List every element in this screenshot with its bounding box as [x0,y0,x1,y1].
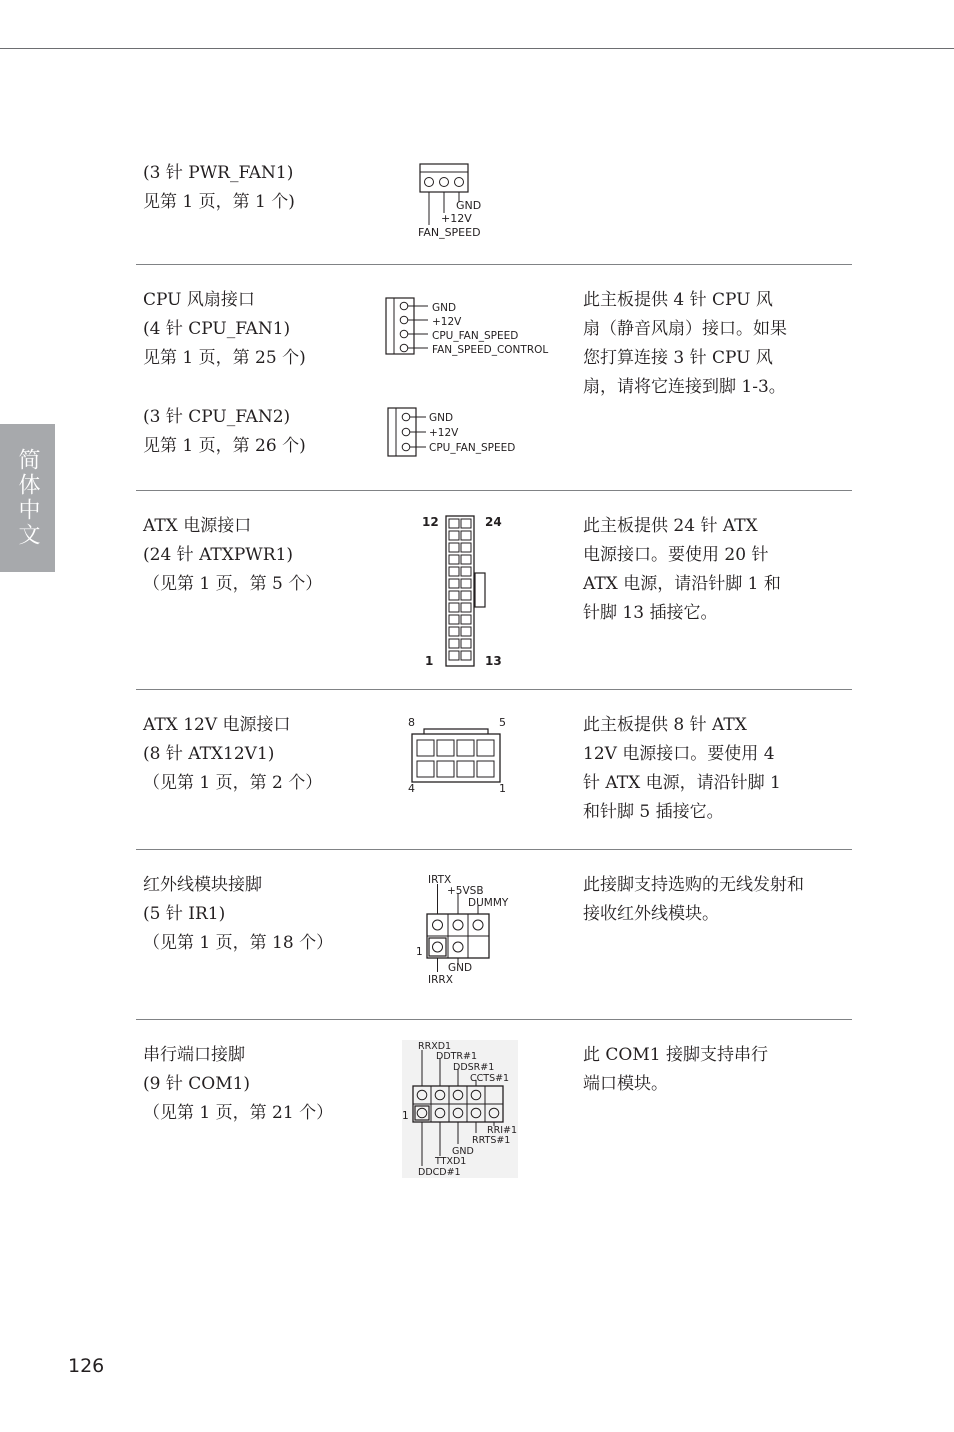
com-pin-rrxd1: RRXD1 [418,1041,452,1052]
atx-24pin-cell [449,555,459,564]
cpu-fan-title: CPU 风扇接口 [143,290,255,310]
atx12v-pin-label-5: 5 [499,716,506,729]
atx-power-desc-line-4: 针脚 13 插接它。 [583,603,718,623]
pwr-fan-pin-12v: +12V [441,212,472,225]
atx12v-8pin-cell [457,761,474,777]
cpu-fan-desc-line-4: 扇，请将它连接到脚 1-3。 [583,377,786,397]
atx12v-label [143,711,322,798]
cpu-fan1-pin-gnd: GND [432,302,457,314]
ir-pin-1-marker: 1 [416,946,423,958]
section-divider [136,490,852,491]
atx12v-8pin-cell [437,761,454,777]
atx12v-pin-label-8: 8 [408,716,415,729]
cpu-fan1-pin-control: FAN_SPEED_CONTROL [432,344,549,356]
pwr-fan-line-2: 见第 1 页，第 1 个) [143,192,295,212]
ir-pin-diagram [410,872,520,990]
atx-24pin-cell [449,579,459,588]
atx-24pin-cell [449,627,459,636]
com-pin-rrts1: RRTS#1 [472,1135,511,1146]
atx-24pin-cell [461,639,471,648]
atx-24pin-cell [461,627,471,636]
atx12v-8pin-cells [417,740,494,777]
atx12v-line-3: （见第 1 页，第 2 个） [143,773,323,793]
cpu-fan2-label [143,403,306,461]
section-divider [136,264,852,265]
atx-power-line-3: （见第 1 页，第 5 个） [143,574,323,594]
com-line-3: （见第 1 页，第 21 个） [143,1103,334,1123]
atx12v-8pin-diagram [400,712,518,798]
com-desc-line-2: 端口模块。 [583,1074,668,1094]
atx-24pin-cell [461,579,471,588]
atx-24pin-cell [461,555,471,564]
atx12v-8pin-cell [457,740,474,756]
ir-description [583,871,804,929]
cpu-fan2-pin-speed: CPU_FAN_SPEED [429,442,516,454]
atx-24pin-cell [461,543,471,552]
atx-pin-label-24: 24 [485,515,502,529]
com-pin-ddtr1: DDTR#1 [436,1051,478,1062]
top-rule [0,48,954,49]
side-tab-label: 简体中文 [15,448,40,548]
cpu-fan2-pin-12v: +12V [429,427,459,439]
cpu-fan2-line-1: (3 针 CPU_FAN2) [143,407,291,427]
atx12v-8pin-cell [477,740,494,756]
cpu-fan1-line-1: (4 针 CPU_FAN1) [143,319,291,339]
cpu-fan-desc-line-3: 您打算连接 3 针 CPU 风 [583,348,773,368]
com-pin-gnd: GND [452,1146,474,1157]
atx-24pin-cell [461,567,471,576]
atx-power-description [583,512,781,628]
com-label [143,1041,333,1128]
atx-24pin-cell [449,543,459,552]
com-pin-ttxd1: TTXD1 [435,1156,467,1167]
atx-power-line-2: (24 针 ATXPWR1) [143,545,294,565]
cpu-fan2-pin-diagram [382,404,532,460]
atx12v-desc-line-1: 此主板提供 8 针 ATX [583,715,747,735]
ir-line-3: （见第 1 页，第 18 个） [143,933,334,953]
com-line-2: (9 针 COM1) [143,1074,251,1094]
com-pin-diagram [402,1040,518,1178]
atx-24pin-cell [461,519,471,528]
pwr-fan-pin-gnd: GND [456,199,482,212]
ir-pin-dummy: DUMMY [468,897,509,909]
atx-pin-label-13: 13 [485,654,502,668]
atx-24pin-cell [449,639,459,648]
atx12v-pin-label-4: 4 [408,782,415,795]
cpu-fan2-line-2: 见第 1 页，第 26 个) [143,436,306,456]
atx-power-desc-line-1: 此主板提供 24 针 ATX [583,516,758,536]
atx-pin-label-1: 1 [425,654,434,668]
com-line-1: 串行端口接脚 [143,1045,245,1065]
atx-24pin-cell [461,603,471,612]
language-side-tab [0,424,55,572]
atx-24pin-diagram [415,508,515,674]
ir-pin-irrx: IRRX [428,974,453,986]
atx-24pin-cell [449,519,459,528]
atx12v-8pin-cell [437,740,454,756]
atx12v-desc-line-4: 和针脚 5 插接它。 [583,802,724,822]
atx-power-desc-line-3: ATX 电源，请沿针脚 1 和 [583,574,781,594]
section-divider [136,849,852,850]
pwr-fan-pin-diagram [412,160,512,244]
com-pin-ddsr1: DDSR#1 [453,1062,495,1073]
atx-24pin-cell [461,651,471,660]
ir-line-2: (5 针 IR1) [143,904,226,924]
ir-pin-irtx: IRTX [428,874,452,886]
section-divider [136,1019,852,1020]
pwr-fan-pin-speed: FAN_SPEED [418,226,481,239]
atx-24pin-cell [461,531,471,540]
cpu-fan-desc-line-1: 此主板提供 4 针 CPU 风 [583,290,773,310]
cpu-fan2-pin-gnd: GND [429,412,454,424]
atx-24pin-cell [449,591,459,600]
ir-desc-line-2: 接收红外线模块。 [583,904,719,924]
page-number: 126 [68,1355,105,1377]
atx12v-8pin-cell [417,761,434,777]
cpu-fan1-line-2: 见第 1 页，第 25 个) [143,348,306,368]
atx-power-line-1: ATX 电源接口 [143,516,252,536]
atx12v-line-1: ATX 12V 电源接口 [143,715,291,735]
atx-24pin-cell [449,531,459,540]
com-pin-rri1: RRI#1 [487,1125,518,1136]
atx-24pin-cell [449,567,459,576]
cpu-fan1-pin-12v: +12V [432,316,462,328]
atx12v-pin-label-1: 1 [499,782,506,795]
atx12v-line-2: (8 针 ATX12V1) [143,744,275,764]
com-description [583,1041,768,1099]
atx12v-desc-line-2: 12V 电源接口。要使用 4 [583,744,775,764]
pwr-fan-label [143,159,295,217]
ir-desc-line-1: 此接脚支持选购的无线发射和 [583,875,804,895]
atx12v-description [583,711,781,827]
atx-24pin-cell [461,615,471,624]
atx-24pin-cell [461,591,471,600]
pwr-fan-line-1: (3 针 PWR_FAN1) [143,163,294,183]
com-pin-ddcd1: DDCD#1 [418,1167,461,1178]
com-desc-line-1: 此 COM1 接脚支持串行 [583,1045,768,1065]
atx-power-label [143,512,322,599]
atx12v-desc-line-3: 针 ATX 电源，请沿针脚 1 [583,773,781,793]
cpu-fan-desc-line-2: 扇（静音风扇）接口。如果 [583,319,787,339]
atx12v-8pin-cell [477,761,494,777]
ir-pin-gnd: GND [448,962,473,974]
cpu-fan1-pin-diagram [380,292,550,360]
com-pin-1-marker: 1 [402,1110,409,1122]
atx-power-desc-line-2: 电源接口。要使用 20 针 [583,545,769,565]
atx-24pin-cell [449,615,459,624]
ir-label [143,871,333,958]
ir-line-1: 红外线模块接脚 [143,875,262,895]
atx-24pin-cells [449,519,471,660]
cpu-fan-label [143,286,306,373]
atx-24pin-cell [449,603,459,612]
com-pin-ccts1: CCTS#1 [470,1073,510,1084]
cpu-fan-description [583,286,787,402]
atx12v-8pin-cell [417,740,434,756]
section-divider [136,689,852,690]
atx-24pin-cell [449,651,459,660]
cpu-fan1-pin-speed: CPU_FAN_SPEED [432,330,519,342]
ir-pin-5vsb: +5VSB [447,885,484,897]
atx-pin-label-12: 12 [422,515,439,529]
